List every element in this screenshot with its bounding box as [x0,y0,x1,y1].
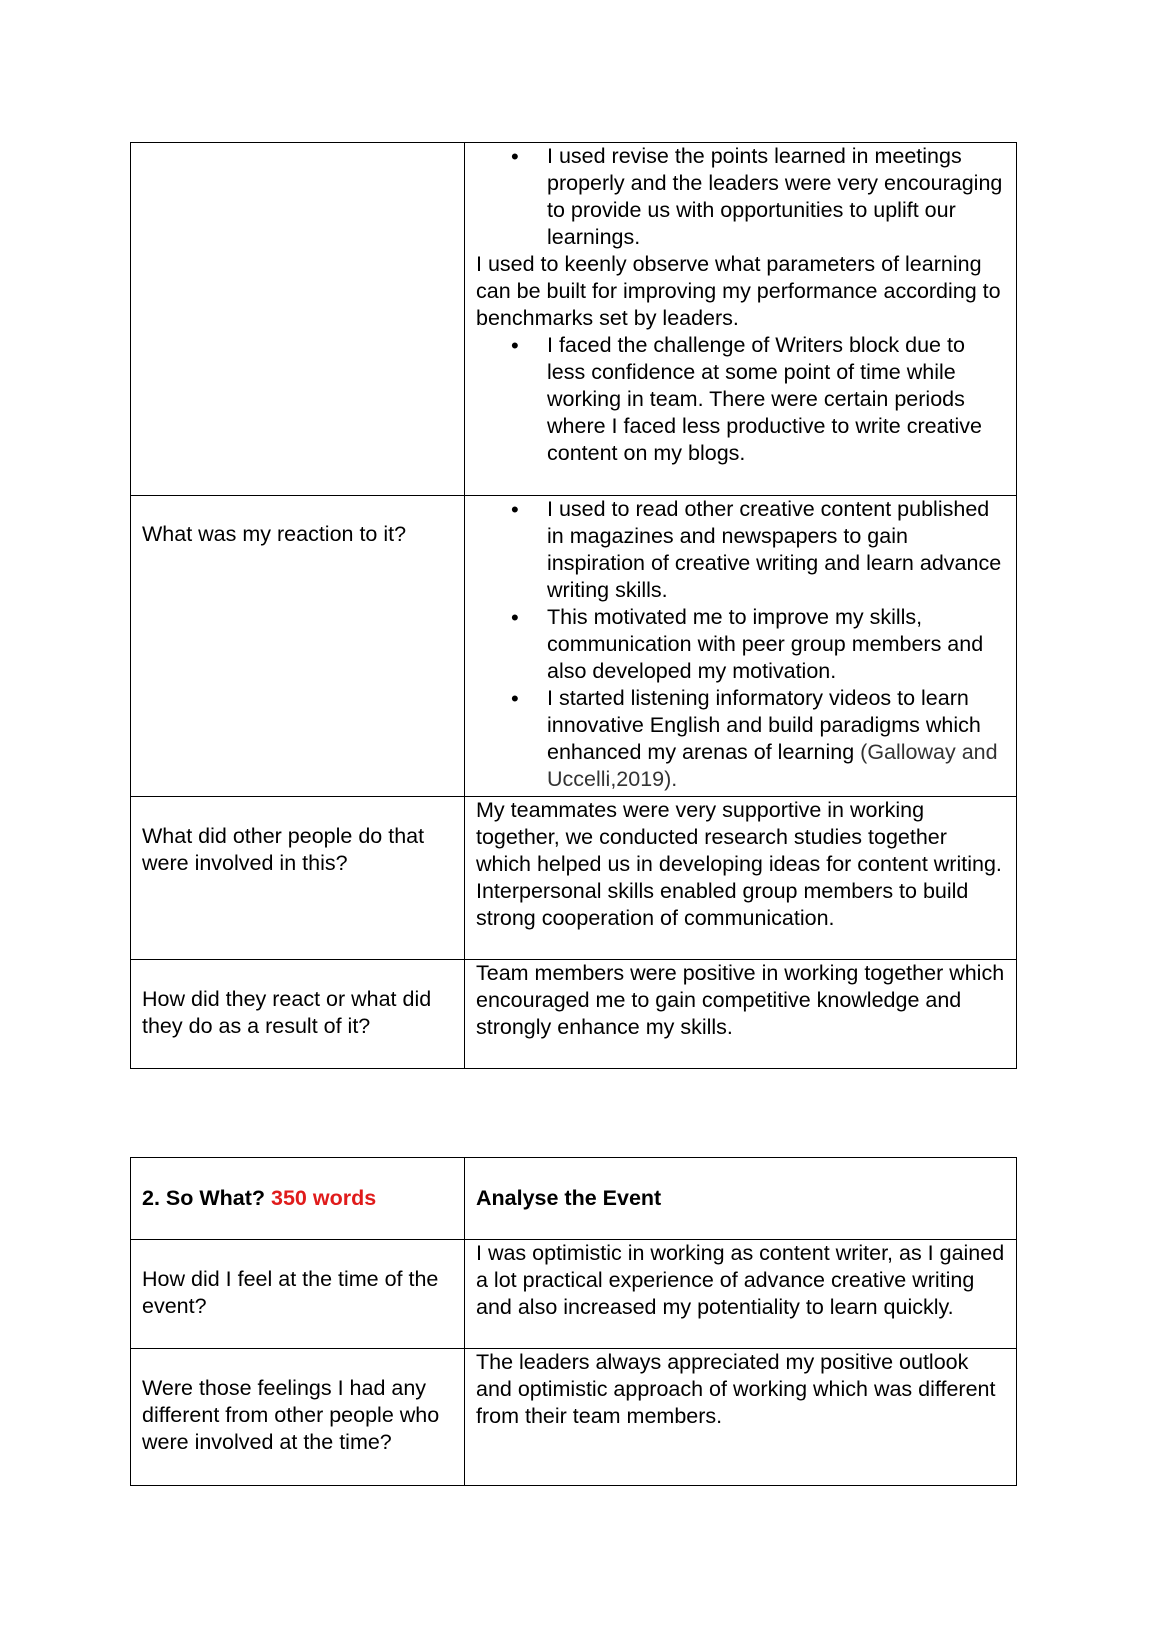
answer-cell [465,143,1017,496]
question-cell [131,797,465,960]
section-label: 2. So What? [142,1186,266,1210]
word-count-label: 350 words [271,1186,377,1210]
list-item: • I faced the challenge of Writers block due to less confidence at some point of time while working in team. There were certain periods where I faced less productive to write creative content on my blogs. [547,332,1005,467]
answer-paragraph: I was optimistic in working as content writer, as I gained a lot practical experience of advance creative writing and also increased my potentiality to learn quickly. [476,1241,1005,1319]
question-cell [131,1349,465,1486]
table-header-row [131,1158,1017,1240]
table-row [131,1240,1017,1349]
table-row [131,960,1017,1069]
question-cell [131,143,465,496]
answer-paragraph: I used to keenly observe what parameters of learning can be built for improving my performance according to benchmarks set by leaders. [476,252,1001,330]
question-cell [131,496,465,797]
list-item: • This motivated me to improve my skills, communication with peer group members and also developed my motivation. [547,604,1005,685]
section-label-cell [131,1158,465,1240]
bullet-text: I started listening informatory videos to learn innovative English and build paradigms which enhanced my arenas of learning [547,686,981,764]
question-cell [131,960,465,1069]
question-text: What did other people do that were involved in this? [142,824,425,875]
bullet-list [476,332,1005,467]
question-text: What was my reaction to it? [142,522,407,546]
answer-cell [465,960,1017,1069]
question-text: How did they react or what did they do as a result of it? [142,987,432,1038]
table-row [131,496,1017,797]
table-row [131,143,1017,496]
answer-cell [465,797,1017,960]
answer-cell [465,496,1017,797]
bullet-list [476,143,1005,251]
question-text: How did I feel at the time of the event? [142,1267,439,1318]
answer-paragraph: Team members were positive in working together which encouraged me to gain competitive knowledge and strongly enhance my skills. [476,961,1005,1039]
reflection-table-1 [130,142,1017,1069]
answer-cell [465,1349,1017,1486]
answer-paragraph: The leaders always appreciated my positive outlook and optimistic approach of working which was different from their team members. [476,1350,996,1428]
table-row [131,797,1017,960]
list-item [547,685,1005,793]
reflection-table-2 [130,1157,1017,1486]
question-cell [131,1240,465,1349]
question-text: Were those feelings I had any different from other people who were involved at the time? [142,1376,440,1454]
answer-paragraph: My teammates were very supportive in working together, we conducted research studies together which helped us in developing ideas for content writing. Interpersonal skills enabled group members to build strong cooperation of communication. [476,798,1002,930]
answer-cell [465,1240,1017,1349]
list-item: • I used to read other creative content published in magazines and newspapers to gain inspiration of creative writing and learn advance writing skills. [547,496,1005,604]
table-row [131,1349,1017,1486]
list-item: • I used revise the points learned in meetings properly and the leaders were very encouraging to provide us with opportunities to uplift our learnings. [547,143,1005,251]
bullet-list [476,496,1005,793]
section-title: Analyse the Event [465,1158,1017,1240]
citation: (Galloway and Uccelli,2019). [547,740,998,791]
